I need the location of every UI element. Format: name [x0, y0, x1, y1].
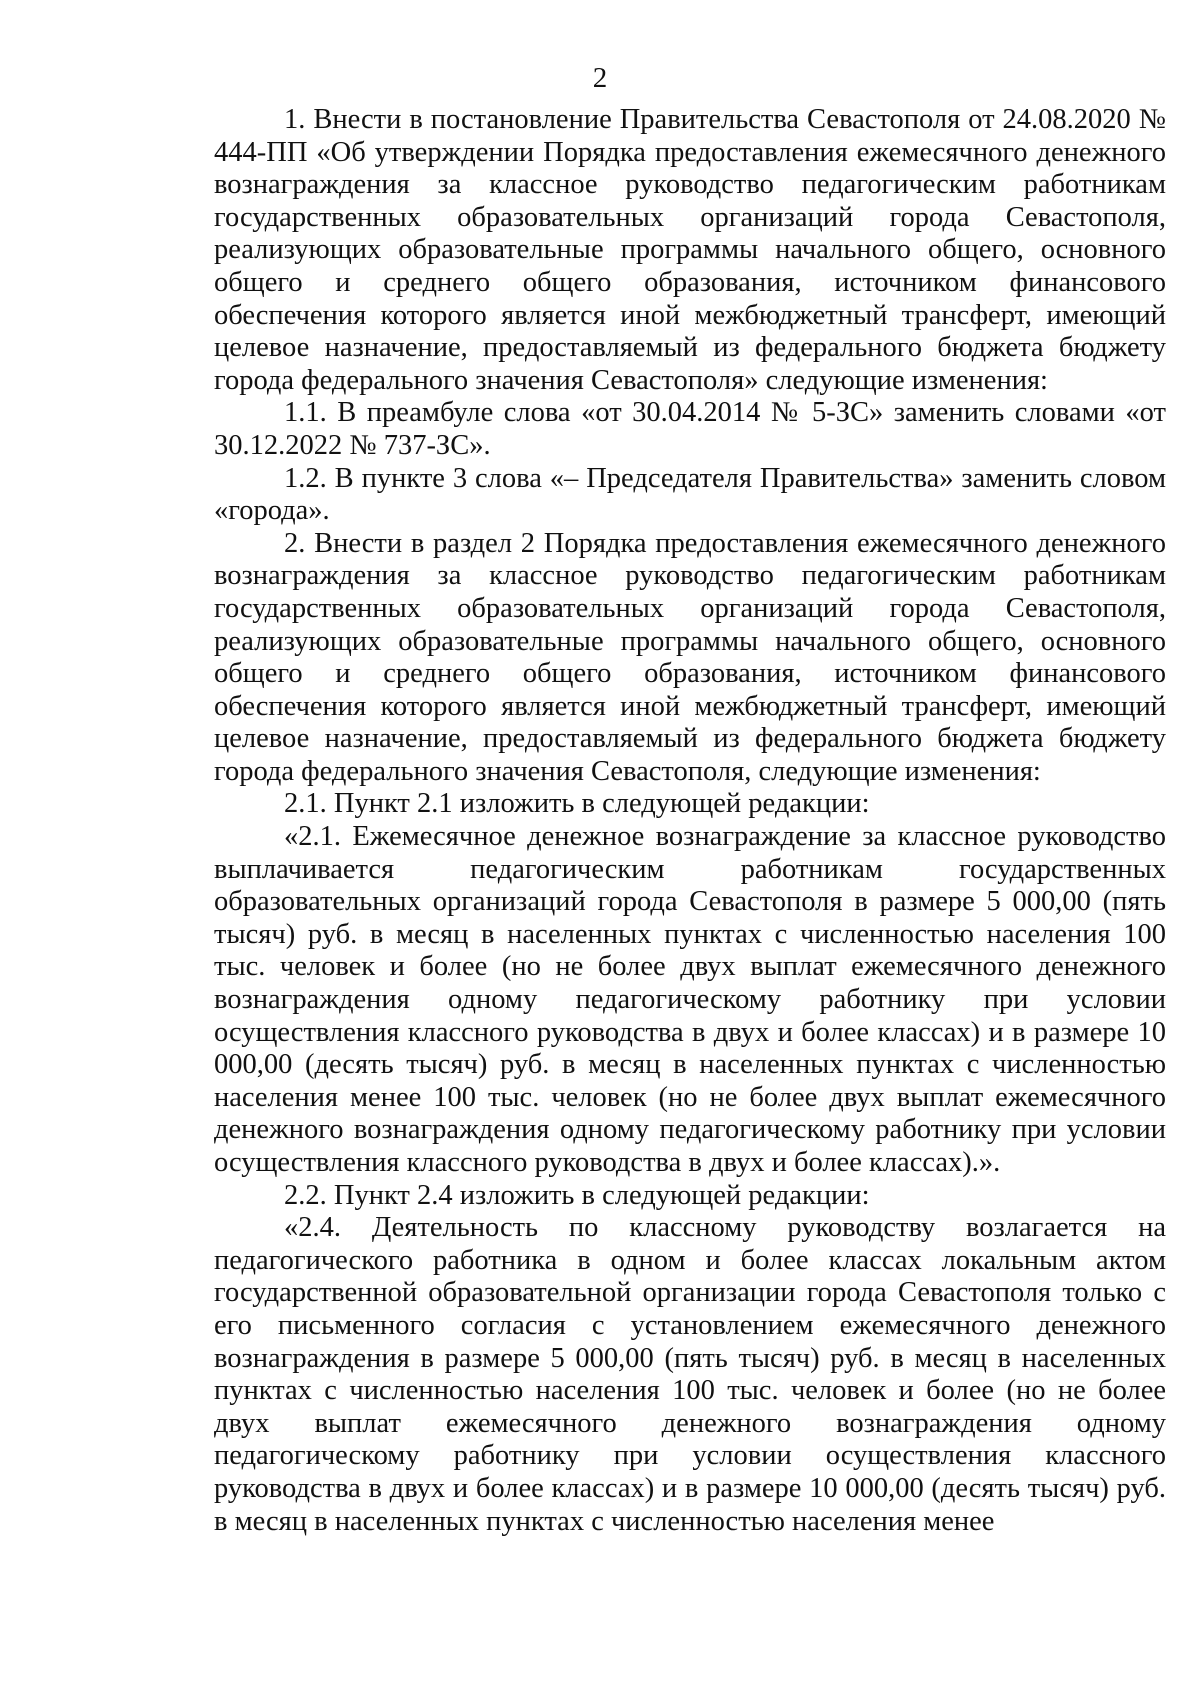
page-number: 2 — [592, 62, 608, 94]
paragraph-2-1: 2.1. Пункт 2.1 изложить в следующей редакции: — [284, 788, 870, 820]
paragraph-2-2: 2.2. Пункт 2.4 изложить в следующей редакции: — [284, 1179, 870, 1211]
paragraph-1-1: 1.1. В преамбуле слова «от 30.04.2014 № 5-ЗС» заменить словами «от 30.12.2022 № 737-ЗС». — [214, 397, 1166, 461]
paragraph-1: 1. Внести в постановление Правительства Севастополя от 24.08.2020 № 444-ПП «Об утверждении Порядка предоставления ежемесячного денежного вознаграждения за классное руководство педагогическим работникам государственных образовательных организаций города Севастополя, реализующих образовательные программы начального общего, основного общего и среднего общего образования, источником финансового обеспечения которого является иной межбюджетный трансферт, имеющий целевое назначение, предоставляемый из федерального бюджета бюджету города федерального значения Севастополя» следующие изменения: — [214, 104, 1166, 396]
document-body — [214, 104, 1166, 1538]
paragraph-2-1-text: «2.1. Ежемесячное денежное вознаграждение за классное руководство выплачивается педагогическим работникам государственных образовательных организаций города Севастополя в размере 5 000,00 (пять тысяч) руб. в месяц в населенных пунктах с численностью населения 100 тыс. человек и более (но не более двух выплат ежемесячного денежного вознаграждения одному педагогическому работнику при условии осуществления классного руководства в двух и более классах) и в размере 10 000,00 (десять тысяч) руб. в месяц в населенных пунктах с численностью населения менее 100 тыс. человек (но не более двух выплат ежемесячного денежного вознаграждения одному педагогическому работнику при условии осуществления классного руководства в двух и более классах).». — [214, 821, 1166, 1178]
paragraph-2: 2. Внести в раздел 2 Порядка предоставления ежемесячного денежного вознаграждения за классное руководство педагогическим работникам государственных образовательных организаций города Севастополя, реализующих образовательные программы начального общего, основного общего и среднего общего образования, источником финансового обеспечения которого является иной межбюджетный трансферт, имеющий целевое назначение, предоставляемый из федерального бюджета бюджету города федерального значения Севастополя, следующие изменения: — [214, 527, 1166, 787]
paragraph-1-2: 1.2. В пункте 3 слова «– Председателя Правительства» заменить словом «города». — [214, 462, 1166, 527]
paragraph-2-4-text: «2.4. Деятельность по классному руководству возлагается на педагогического работника в одном и более классах локальным актом государственной образовательной организации города Севастополя только с его письменного согласия с установлением ежемесячного денежного вознаграждения в размере 5 000,00 (пять тысяч) руб. в месяц в населенных пунктах с численностью населения 100 тыс. человек и более (но не более двух выплат ежемесячного денежного вознаграждения одному педагогическому работнику при условии осуществления классного руководства в двух и более классах) и в размере 10 000,00 (десять тысяч) руб. в месяц в населенных пунктах с численностью населения менее — [214, 1212, 1166, 1537]
